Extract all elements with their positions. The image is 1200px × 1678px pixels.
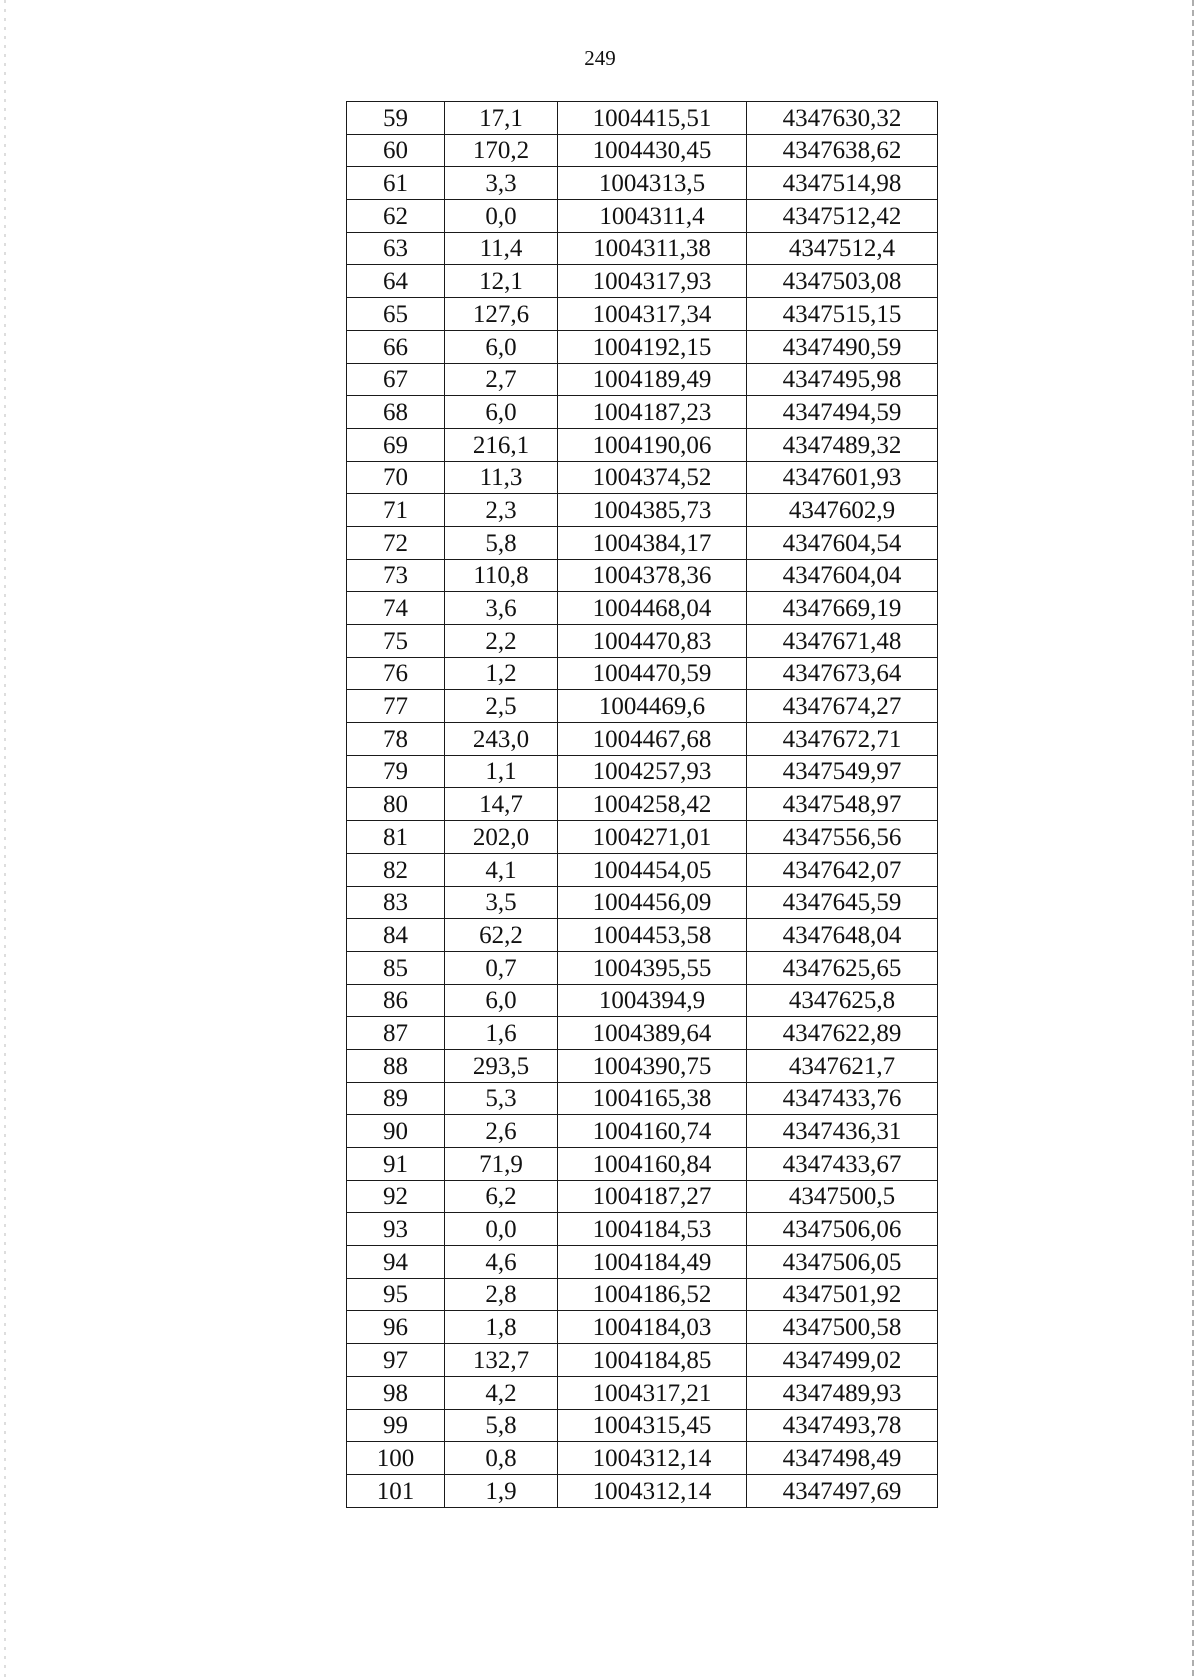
y-coordinate-cell: 4347433,67 <box>747 1148 938 1181</box>
distance-cell: 1,2 <box>445 657 558 690</box>
point-number-cell: 88 <box>347 1049 445 1082</box>
distance-cell: 0,0 <box>445 1213 558 1246</box>
table-row <box>347 788 938 821</box>
y-coordinate-cell: 4347493,78 <box>747 1409 938 1442</box>
distance-cell: 2,2 <box>445 625 558 658</box>
table-body <box>347 102 938 1508</box>
x-coordinate-cell: 1004184,49 <box>558 1246 747 1279</box>
x-coordinate-cell: 1004384,17 <box>558 526 747 559</box>
x-coordinate-cell: 1004186,52 <box>558 1278 747 1311</box>
table-row <box>347 1115 938 1148</box>
x-coordinate-cell: 1004192,15 <box>558 330 747 363</box>
x-coordinate-cell: 1004389,64 <box>558 1017 747 1050</box>
distance-cell: 5,3 <box>445 1082 558 1115</box>
point-number-cell: 80 <box>347 788 445 821</box>
y-coordinate-cell: 4347602,9 <box>747 494 938 527</box>
y-coordinate-cell: 4347433,76 <box>747 1082 938 1115</box>
y-coordinate-cell: 4347548,97 <box>747 788 938 821</box>
y-coordinate-cell: 4347601,93 <box>747 461 938 494</box>
point-number-cell: 97 <box>347 1344 445 1377</box>
x-coordinate-cell: 1004189,49 <box>558 363 747 396</box>
x-coordinate-cell: 1004468,04 <box>558 592 747 625</box>
distance-cell: 0,8 <box>445 1442 558 1475</box>
table-row <box>347 1376 938 1409</box>
y-coordinate-cell: 4347671,48 <box>747 625 938 658</box>
y-coordinate-cell: 4347500,5 <box>747 1180 938 1213</box>
x-coordinate-cell: 1004378,36 <box>558 559 747 592</box>
distance-cell: 4,2 <box>445 1376 558 1409</box>
y-coordinate-cell: 4347501,92 <box>747 1278 938 1311</box>
y-coordinate-cell: 4347490,59 <box>747 330 938 363</box>
y-coordinate-cell: 4347489,32 <box>747 428 938 461</box>
distance-cell: 1,6 <box>445 1017 558 1050</box>
distance-cell: 1,9 <box>445 1474 558 1507</box>
table-row <box>347 755 938 788</box>
table-row <box>347 134 938 167</box>
point-number-cell: 92 <box>347 1180 445 1213</box>
y-coordinate-cell: 4347669,19 <box>747 592 938 625</box>
y-coordinate-cell: 4347494,59 <box>747 396 938 429</box>
table-row <box>347 298 938 331</box>
table-row <box>347 723 938 756</box>
table-row <box>347 1213 938 1246</box>
x-coordinate-cell: 1004395,55 <box>558 951 747 984</box>
point-number-cell: 98 <box>347 1376 445 1409</box>
distance-cell: 2,3 <box>445 494 558 527</box>
y-coordinate-cell: 4347497,69 <box>747 1474 938 1507</box>
point-number-cell: 59 <box>347 102 445 135</box>
y-coordinate-cell: 4347604,04 <box>747 559 938 592</box>
distance-cell: 243,0 <box>445 723 558 756</box>
y-coordinate-cell: 4347549,97 <box>747 755 938 788</box>
y-coordinate-cell: 4347625,8 <box>747 984 938 1017</box>
table-row <box>347 821 938 854</box>
point-number-cell: 66 <box>347 330 445 363</box>
point-number-cell: 71 <box>347 494 445 527</box>
distance-cell: 11,3 <box>445 461 558 494</box>
point-number-cell: 85 <box>347 951 445 984</box>
distance-cell: 1,1 <box>445 755 558 788</box>
distance-cell: 6,2 <box>445 1180 558 1213</box>
point-number-cell: 89 <box>347 1082 445 1115</box>
x-coordinate-cell: 1004190,06 <box>558 428 747 461</box>
table-row <box>347 265 938 298</box>
x-coordinate-cell: 1004184,53 <box>558 1213 747 1246</box>
table-row <box>347 1246 938 1279</box>
y-coordinate-cell: 4347674,27 <box>747 690 938 723</box>
y-coordinate-cell: 4347489,93 <box>747 1376 938 1409</box>
table-row <box>347 363 938 396</box>
table-row <box>347 1180 938 1213</box>
y-coordinate-cell: 4347515,15 <box>747 298 938 331</box>
page-number: 249 <box>584 46 616 70</box>
table-row <box>347 232 938 265</box>
distance-cell: 2,5 <box>445 690 558 723</box>
x-coordinate-cell: 1004317,34 <box>558 298 747 331</box>
point-number-cell: 64 <box>347 265 445 298</box>
x-coordinate-cell: 1004394,9 <box>558 984 747 1017</box>
distance-cell: 0,7 <box>445 951 558 984</box>
table-row <box>347 1474 938 1507</box>
x-coordinate-cell: 1004184,03 <box>558 1311 747 1344</box>
y-coordinate-cell: 4347673,64 <box>747 657 938 690</box>
table-row <box>347 657 938 690</box>
table-row <box>347 1311 938 1344</box>
point-number-cell: 86 <box>347 984 445 1017</box>
point-number-cell: 63 <box>347 232 445 265</box>
distance-cell: 2,7 <box>445 363 558 396</box>
table-row <box>347 1409 938 1442</box>
table-row <box>347 951 938 984</box>
y-coordinate-cell: 4347514,98 <box>747 167 938 200</box>
x-coordinate-cell: 1004313,5 <box>558 167 747 200</box>
point-number-cell: 87 <box>347 1017 445 1050</box>
table-row <box>347 559 938 592</box>
y-coordinate-cell: 4347621,7 <box>747 1049 938 1082</box>
table-row <box>347 396 938 429</box>
table-row <box>347 1344 938 1377</box>
x-coordinate-cell: 1004315,45 <box>558 1409 747 1442</box>
point-number-cell: 81 <box>347 821 445 854</box>
point-number-cell: 82 <box>347 853 445 886</box>
table-row <box>347 330 938 363</box>
table-row <box>347 853 938 886</box>
distance-cell: 11,4 <box>445 232 558 265</box>
y-coordinate-cell: 4347499,02 <box>747 1344 938 1377</box>
x-coordinate-cell: 1004467,68 <box>558 723 747 756</box>
distance-cell: 71,9 <box>445 1148 558 1181</box>
point-number-cell: 67 <box>347 363 445 396</box>
point-number-cell: 62 <box>347 200 445 233</box>
distance-cell: 132,7 <box>445 1344 558 1377</box>
x-coordinate-cell: 1004317,21 <box>558 1376 747 1409</box>
x-coordinate-cell: 1004271,01 <box>558 821 747 854</box>
point-number-cell: 74 <box>347 592 445 625</box>
point-number-cell: 99 <box>347 1409 445 1442</box>
point-number-cell: 77 <box>347 690 445 723</box>
y-coordinate-cell: 4347512,42 <box>747 200 938 233</box>
distance-cell: 3,3 <box>445 167 558 200</box>
y-coordinate-cell: 4347638,62 <box>747 134 938 167</box>
distance-cell: 216,1 <box>445 428 558 461</box>
table-row <box>347 200 938 233</box>
x-coordinate-cell: 1004311,38 <box>558 232 747 265</box>
y-coordinate-cell: 4347642,07 <box>747 853 938 886</box>
x-coordinate-cell: 1004453,58 <box>558 919 747 952</box>
table-row <box>347 690 938 723</box>
distance-cell: 170,2 <box>445 134 558 167</box>
x-coordinate-cell: 1004385,73 <box>558 494 747 527</box>
y-coordinate-cell: 4347625,65 <box>747 951 938 984</box>
table-row <box>347 428 938 461</box>
x-coordinate-cell: 1004430,45 <box>558 134 747 167</box>
point-number-cell: 95 <box>347 1278 445 1311</box>
table-row <box>347 494 938 527</box>
distance-cell: 12,1 <box>445 265 558 298</box>
table-row <box>347 1442 938 1475</box>
y-coordinate-cell: 4347503,08 <box>747 265 938 298</box>
table-row <box>347 984 938 1017</box>
point-number-cell: 84 <box>347 919 445 952</box>
distance-cell: 293,5 <box>445 1049 558 1082</box>
point-number-cell: 73 <box>347 559 445 592</box>
y-coordinate-cell: 4347506,06 <box>747 1213 938 1246</box>
y-coordinate-cell: 4347604,54 <box>747 526 938 559</box>
distance-cell: 1,8 <box>445 1311 558 1344</box>
x-coordinate-cell: 1004160,84 <box>558 1148 747 1181</box>
point-number-cell: 69 <box>347 428 445 461</box>
point-number-cell: 68 <box>347 396 445 429</box>
y-coordinate-cell: 4347506,05 <box>747 1246 938 1279</box>
x-coordinate-cell: 1004454,05 <box>558 853 747 886</box>
distance-cell: 2,6 <box>445 1115 558 1148</box>
scan-edge-right <box>1192 0 1194 1678</box>
scan-edge-left <box>4 0 6 1678</box>
y-coordinate-cell: 4347436,31 <box>747 1115 938 1148</box>
point-number-cell: 100 <box>347 1442 445 1475</box>
y-coordinate-cell: 4347498,49 <box>747 1442 938 1475</box>
point-number-cell: 94 <box>347 1246 445 1279</box>
distance-cell: 2,8 <box>445 1278 558 1311</box>
y-coordinate-cell: 4347672,71 <box>747 723 938 756</box>
point-number-cell: 78 <box>347 723 445 756</box>
distance-cell: 0,0 <box>445 200 558 233</box>
x-coordinate-cell: 1004374,52 <box>558 461 747 494</box>
y-coordinate-cell: 4347500,58 <box>747 1311 938 1344</box>
distance-cell: 14,7 <box>445 788 558 821</box>
point-number-cell: 76 <box>347 657 445 690</box>
y-coordinate-cell: 4347495,98 <box>747 363 938 396</box>
point-number-cell: 75 <box>347 625 445 658</box>
distance-cell: 6,0 <box>445 984 558 1017</box>
distance-cell: 5,8 <box>445 526 558 559</box>
distance-cell: 127,6 <box>445 298 558 331</box>
table-row <box>347 625 938 658</box>
coordinates-table <box>346 101 938 1508</box>
distance-cell: 62,2 <box>445 919 558 952</box>
point-number-cell: 96 <box>347 1311 445 1344</box>
table-row <box>347 1082 938 1115</box>
x-coordinate-cell: 1004469,6 <box>558 690 747 723</box>
distance-cell: 4,1 <box>445 853 558 886</box>
x-coordinate-cell: 1004257,93 <box>558 755 747 788</box>
x-coordinate-cell: 1004187,27 <box>558 1180 747 1213</box>
x-coordinate-cell: 1004165,38 <box>558 1082 747 1115</box>
distance-cell: 3,5 <box>445 886 558 919</box>
point-number-cell: 83 <box>347 886 445 919</box>
y-coordinate-cell: 4347645,59 <box>747 886 938 919</box>
table-row <box>347 1278 938 1311</box>
point-number-cell: 70 <box>347 461 445 494</box>
point-number-cell: 101 <box>347 1474 445 1507</box>
x-coordinate-cell: 1004160,74 <box>558 1115 747 1148</box>
y-coordinate-cell: 4347512,4 <box>747 232 938 265</box>
y-coordinate-cell: 4347630,32 <box>747 102 938 135</box>
table-row <box>347 592 938 625</box>
table-row <box>347 102 938 135</box>
point-number-cell: 61 <box>347 167 445 200</box>
x-coordinate-cell: 1004470,59 <box>558 657 747 690</box>
x-coordinate-cell: 1004184,85 <box>558 1344 747 1377</box>
distance-cell: 17,1 <box>445 102 558 135</box>
x-coordinate-cell: 1004187,23 <box>558 396 747 429</box>
table-row <box>347 919 938 952</box>
x-coordinate-cell: 1004258,42 <box>558 788 747 821</box>
table-row <box>347 461 938 494</box>
point-number-cell: 65 <box>347 298 445 331</box>
x-coordinate-cell: 1004415,51 <box>558 102 747 135</box>
distance-cell: 110,8 <box>445 559 558 592</box>
x-coordinate-cell: 1004456,09 <box>558 886 747 919</box>
y-coordinate-cell: 4347648,04 <box>747 919 938 952</box>
x-coordinate-cell: 1004470,83 <box>558 625 747 658</box>
point-number-cell: 72 <box>347 526 445 559</box>
distance-cell: 5,8 <box>445 1409 558 1442</box>
distance-cell: 6,0 <box>445 330 558 363</box>
table-row <box>347 1049 938 1082</box>
x-coordinate-cell: 1004317,93 <box>558 265 747 298</box>
x-coordinate-cell: 1004312,14 <box>558 1474 747 1507</box>
x-coordinate-cell: 1004311,4 <box>558 200 747 233</box>
point-number-cell: 93 <box>347 1213 445 1246</box>
table-row <box>347 1148 938 1181</box>
table-row <box>347 167 938 200</box>
distance-cell: 3,6 <box>445 592 558 625</box>
point-number-cell: 60 <box>347 134 445 167</box>
y-coordinate-cell: 4347622,89 <box>747 1017 938 1050</box>
table-row <box>347 526 938 559</box>
point-number-cell: 90 <box>347 1115 445 1148</box>
x-coordinate-cell: 1004312,14 <box>558 1442 747 1475</box>
distance-cell: 6,0 <box>445 396 558 429</box>
table-row <box>347 1017 938 1050</box>
distance-cell: 4,6 <box>445 1246 558 1279</box>
point-number-cell: 79 <box>347 755 445 788</box>
distance-cell: 202,0 <box>445 821 558 854</box>
y-coordinate-cell: 4347556,56 <box>747 821 938 854</box>
table-row <box>347 886 938 919</box>
point-number-cell: 91 <box>347 1148 445 1181</box>
x-coordinate-cell: 1004390,75 <box>558 1049 747 1082</box>
